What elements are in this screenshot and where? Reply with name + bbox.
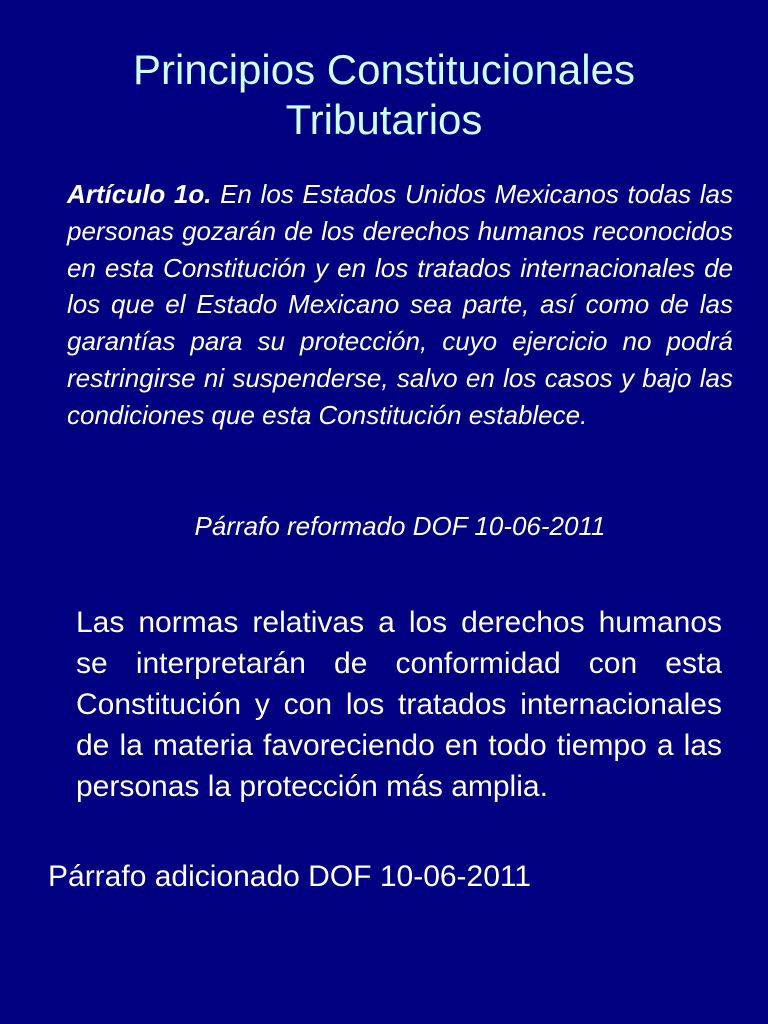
slide-title-line-2: Tributarios	[285, 96, 483, 143]
amendment-note-reformado: Párrafo reformado DOF 10-06-2011	[194, 511, 606, 541]
slide-title	[0, 45, 768, 145]
amendment-note-adicionado: Párrafo adicionado DOF 10-06-2011	[48, 860, 532, 893]
human-rights-paragraph: Las normas relativas a los derechos humanos se interpretarán de conformidad con esta Constitución y con los tratados internacionales de la materia favoreciendo en todo tiempo a las personas la protección más amplia.	[76, 606, 722, 803]
article-lead: Artículo 1o.	[67, 179, 212, 209]
article-body: En los Estados Unidos Mexicanos todas las personas gozarán de los derechos humanos reconocidos en esta Constitución y en los tratados internacionales de los que el Estado Mexicano sea parte, así como de las garantías para su protección, cuyo ejercicio no podrá restringirse ni suspenderse, salvo en los casos y bajo las condiciones que esta Constitución establece.	[67, 179, 733, 430]
article-paragraph	[67, 176, 733, 434]
slide-title-line-1: Principios Constitucionales	[133, 46, 635, 93]
